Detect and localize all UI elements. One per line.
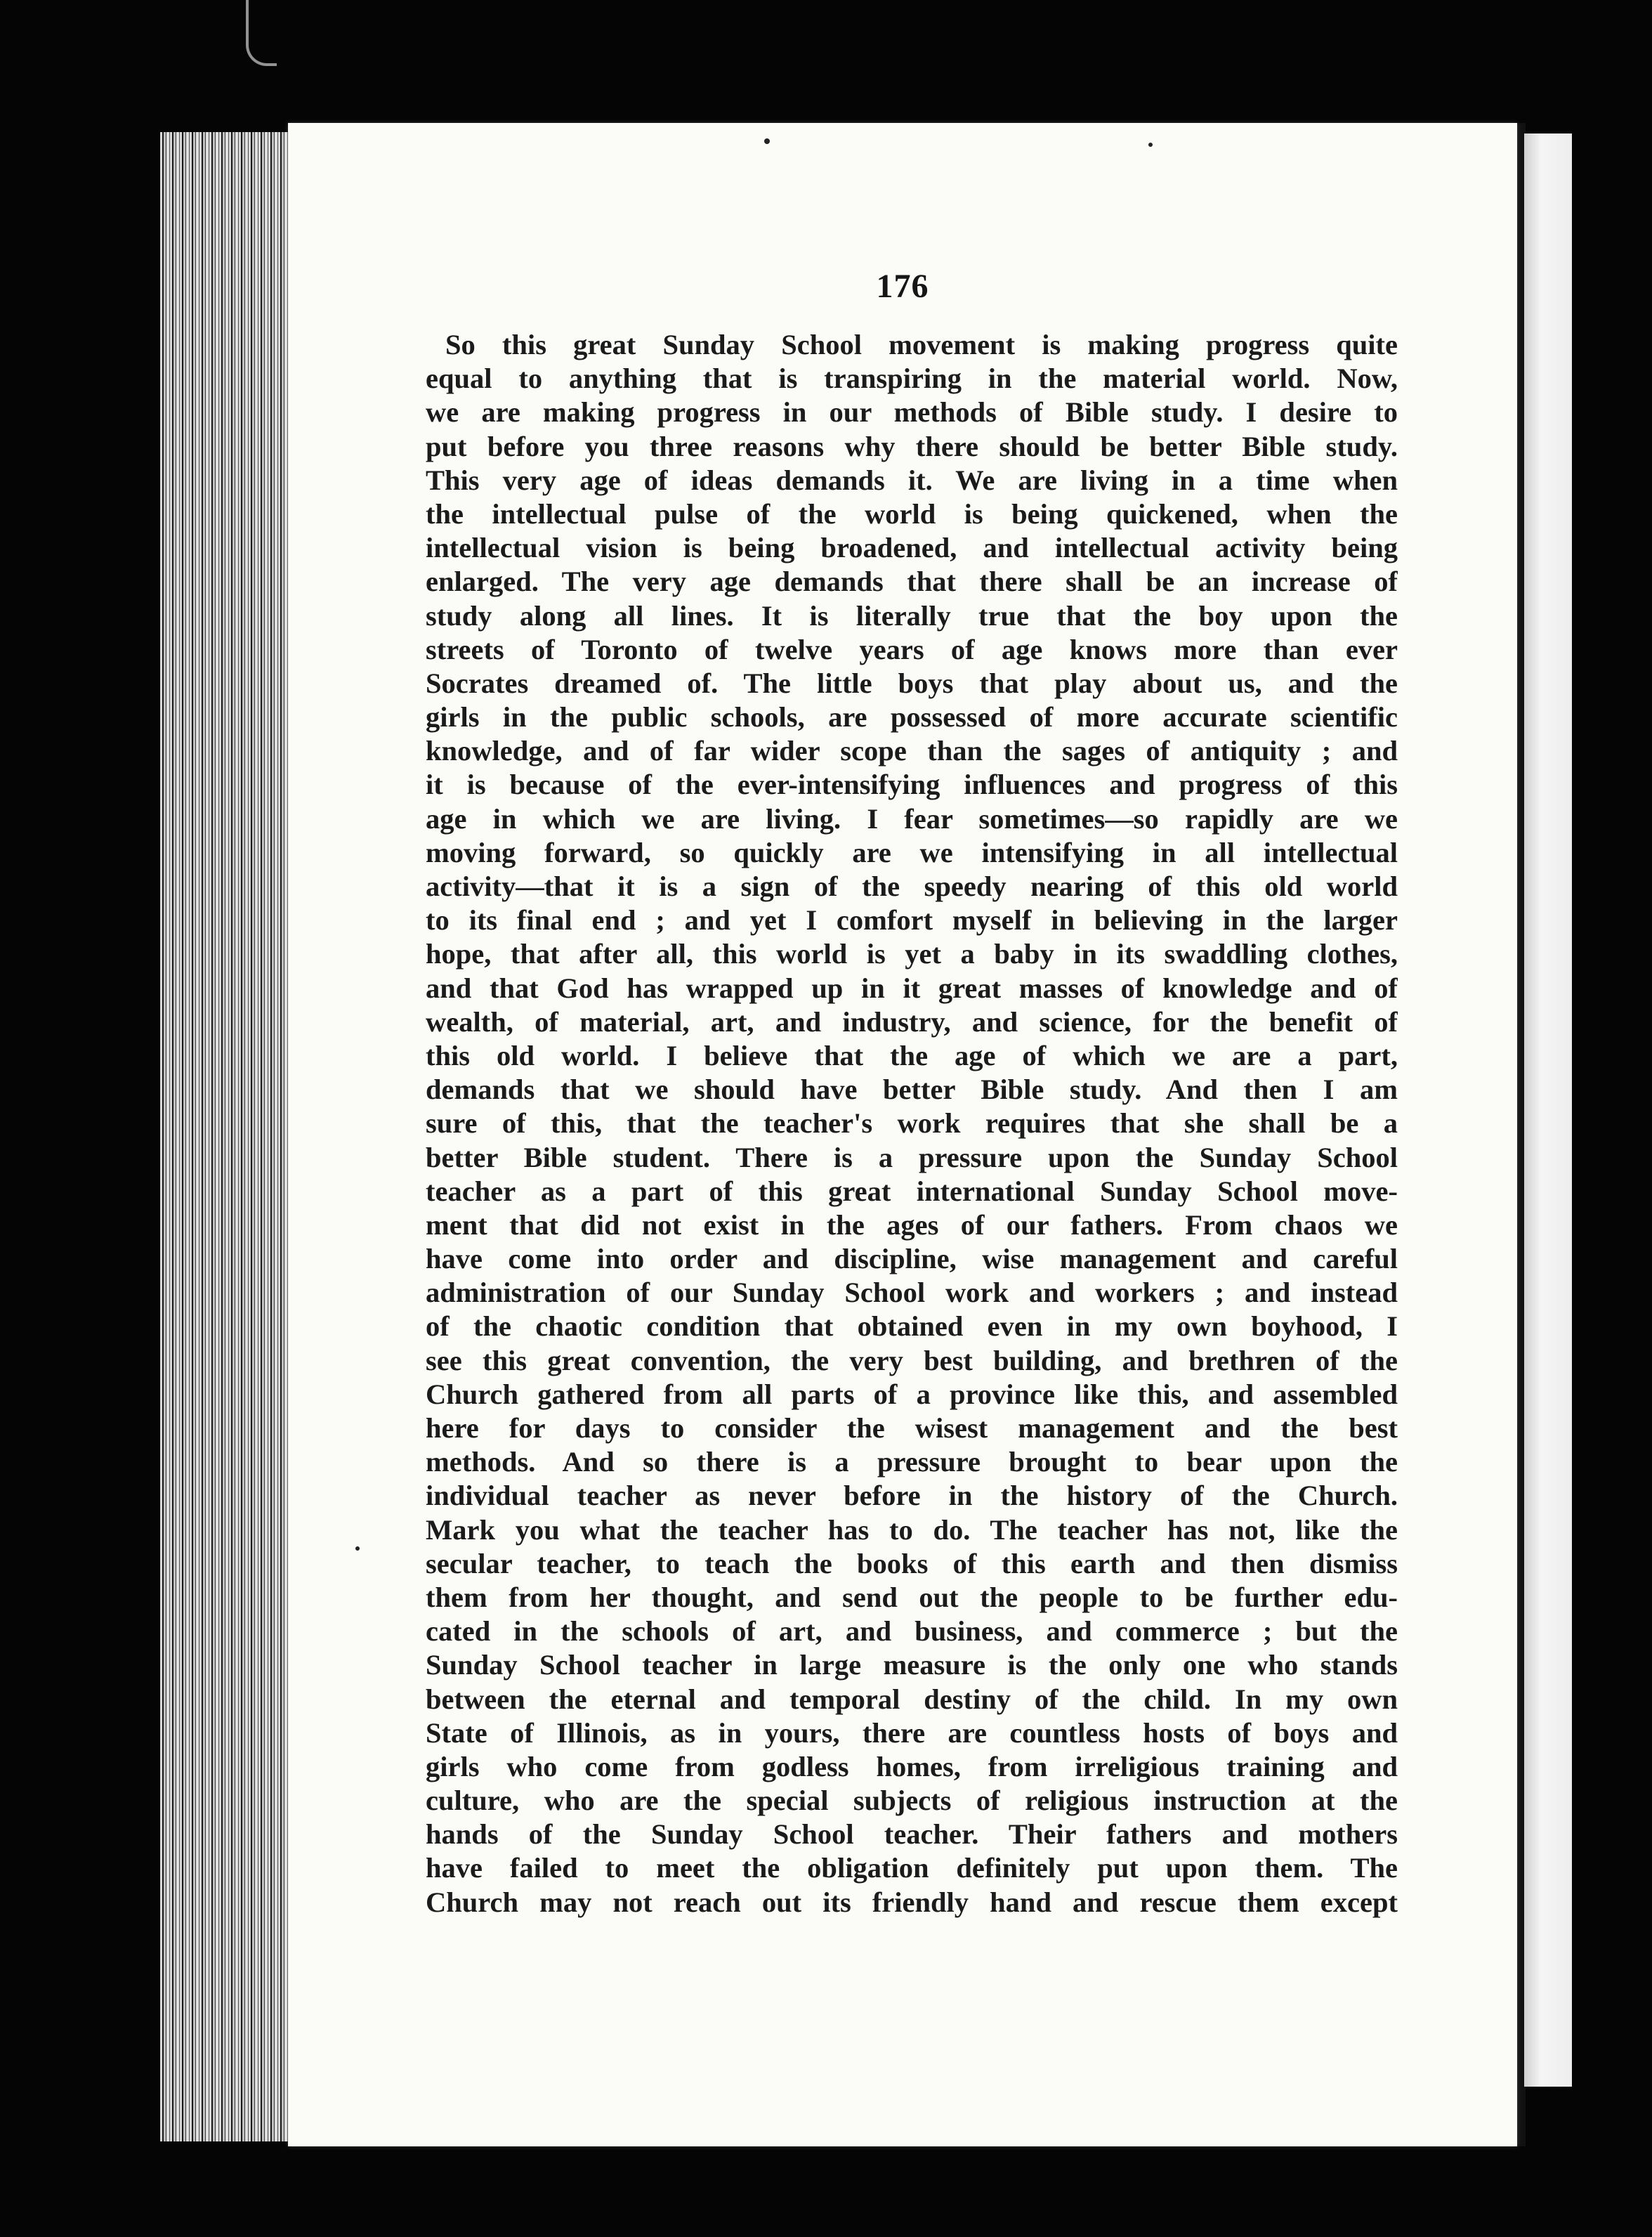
- text-line: demands that we should have better Bible study. And then I am: [426, 1074, 1398, 1106]
- text-line: the intellectual pulse of the world is being quickened, when the: [426, 497, 1398, 530]
- book-page: [288, 123, 1517, 2146]
- text-line: secular teacher, to teach the books of this earth and then dismiss: [426, 1547, 1398, 1579]
- text-line: culture, who are the special subjects of religious instruction at the: [426, 1785, 1398, 1817]
- ink-speck: [355, 1546, 360, 1551]
- text-line: equal to anything that is transpiring in the material world. Now,: [426, 363, 1398, 395]
- text-line: cated in the schools of art, and business, and commerce ; but the: [426, 1615, 1398, 1648]
- text-line: Mark you what the teacher has to do. The teacher has not, like the: [426, 1513, 1398, 1546]
- text-line: sure of this, that the teacher's work requires that she shall be a: [426, 1107, 1398, 1140]
- text-line: State of Illinois, as in yours, there are countless hosts of boys and: [426, 1716, 1398, 1749]
- text-line: hope, that after all, this world is yet a baby in its swaddling clothes,: [426, 938, 1398, 970]
- text-line: have failed to meet the obligation definitely put upon them. The: [426, 1852, 1398, 1884]
- text-line: streets of Toronto of twelve years of age knows more than ever: [426, 633, 1398, 665]
- facing-page-edge: [1524, 133, 1572, 2087]
- text-line: methods. And so there is a pressure brought to bear upon the: [426, 1446, 1398, 1478]
- text-line: teacher as a part of this great international Sunday School move-: [426, 1175, 1398, 1207]
- text-line: ment that did not exist in the ages of our fathers. From chaos we: [426, 1208, 1398, 1241]
- text-line: between the eternal and temporal destiny of the child. In my own: [426, 1683, 1398, 1715]
- text-line: enlarged. The very age demands that there shall be an increase of: [426, 566, 1398, 598]
- text-line: Church may not reach out its friendly hand and rescue them except: [426, 1886, 1398, 1918]
- ink-speck: [764, 138, 770, 144]
- page-number: 176: [876, 268, 929, 305]
- text-line: intellectual vision is being broadened, and intellectual activity being: [426, 532, 1398, 564]
- text-line: individual teacher as never before in the history of the Church.: [426, 1480, 1398, 1512]
- text-line: them from her thought, and send out the people to be further edu-: [426, 1581, 1398, 1613]
- text-line: of the chaotic condition that obtained even in my own boyhood, I: [426, 1310, 1398, 1343]
- text-line: So this great Sunday School movement is making progress quite: [445, 329, 1398, 360]
- text-line: activity—that it is a sign of the speedy nearing of this old world: [426, 870, 1398, 902]
- text-line: moving forward, so quickly are we intensifying in all intellectual: [426, 836, 1398, 868]
- text-line: hands of the Sunday School teacher. Their fathers and mothers: [426, 1818, 1398, 1851]
- scan-artifact-mark: [246, 0, 277, 66]
- page-edge-stack: [160, 132, 294, 2141]
- text-line: it is because of the ever-intensifying influences and progress of this: [426, 769, 1398, 801]
- text-line: we are making progress in our methods of Bible study. I desire to: [426, 396, 1398, 429]
- text-line: wealth, of material, art, and industry, and science, for the benefit of: [426, 1005, 1398, 1038]
- ink-speck: [1148, 143, 1153, 147]
- text-line: This very age of ideas demands it. We are living in a time when: [426, 464, 1398, 496]
- text-line: better Bible student. There is a pressure upon the Sunday School: [426, 1141, 1398, 1173]
- body-text: [426, 328, 1398, 1919]
- text-line: put before you three reasons why there should be better Bible study.: [426, 430, 1398, 462]
- text-line: age in which we are living. I fear sometimes—so rapidly are we: [426, 802, 1398, 835]
- text-line: here for days to consider the wisest management and the best: [426, 1412, 1398, 1444]
- text-line: administration of our Sunday School work and workers ; and instead: [426, 1277, 1398, 1309]
- text-line: this old world. I believe that the age of which we are a part,: [426, 1039, 1398, 1071]
- text-line: Socrates dreamed of. The little boys that play about us, and the: [426, 667, 1398, 699]
- text-line: have come into order and discipline, wise management and careful: [426, 1243, 1398, 1275]
- text-line: girls who come from godless homes, from irreligious training and: [426, 1750, 1398, 1782]
- text-line: study along all lines. It is literally true that the boy upon the: [426, 599, 1398, 632]
- text-line: girls in the public schools, are possessed of more accurate scientific: [426, 701, 1398, 733]
- text-line: knowledge, and of far wider scope than the sages of antiquity ; and: [426, 735, 1398, 767]
- text-line: Church gathered from all parts of a province like this, and assembled: [426, 1378, 1398, 1410]
- text-line: Sunday School teacher in large measure is the only one who stands: [426, 1649, 1398, 1681]
- text-line: and that God has wrapped up in it great masses of knowledge and of: [426, 972, 1398, 1004]
- text-line: to its final end ; and yet I comfort myself in believing in the larger: [426, 904, 1398, 937]
- text-line: see this great convention, the very best building, and brethren of the: [426, 1344, 1398, 1376]
